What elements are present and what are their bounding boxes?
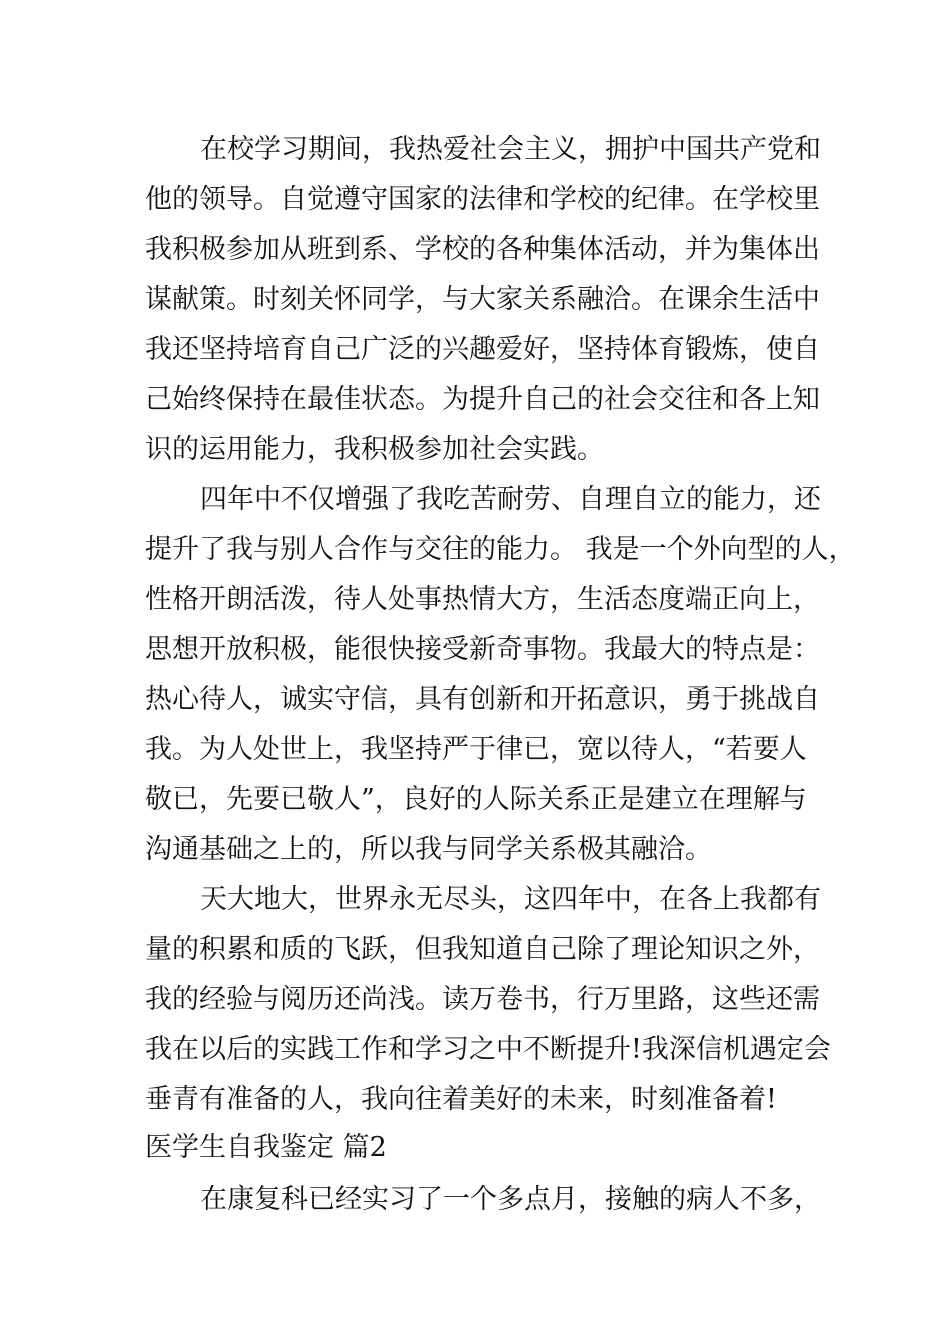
paragraph-1-line-7: 识的运用能力，我积极参加社会实践。 (145, 434, 604, 465)
paragraph-2-line-7: 敬已，先要已敬人”，良好的人际关系正是建立在理解与 (145, 784, 807, 815)
paragraph-2-line-8: 沟通基础之上的，所以我与同学关系极其融洽。 (145, 834, 712, 865)
paragraph-1-line-6: 己始终保持在最佳状态。为提升自己的社会交往和各上知 (145, 384, 820, 415)
paragraph-2-line-1: 四年中不仅增强了我吃苦耐劳、自理自立的能力，还 (200, 484, 821, 515)
paragraph-2-line-2: 提升了我与别人合作与交往的能力。 我是一个外向型的人， (145, 534, 856, 565)
paragraph-4-line-1: 在康复科已经实习了一个多点月，接触的病人不多， (200, 1184, 821, 1215)
paragraph-3-line-4: 我在以后的实践工作和学习之中不断提升!我深信机遇定会 (145, 1034, 831, 1065)
section-heading: 医学生自我鉴定 篇2 (145, 1132, 387, 1163)
paragraph-1-line-3: 我积极参加从班到系、学校的各种集体活动，并为集体出 (145, 234, 820, 265)
paragraph-1-line-4: 谋献策。时刻关怀同学，与大家关系融洽。在课余生活中 (145, 284, 820, 315)
paragraph-3-line-5: 垂青有准备的人，我向往着美好的未来，时刻准备着! (145, 1084, 777, 1115)
paragraph-3-line-2: 量的积累和质的飞跃，但我知道自己除了理论知识之外， (145, 934, 820, 965)
paragraph-3-line-3: 我的经验与阅历还尚浅。读万卷书，行万里路，这些还需 (145, 984, 820, 1015)
paragraph-2-line-3: 性格开朗活泼，待人处事热情大方，生活态度端正向上， (145, 584, 820, 615)
paragraph-1-line-1: 在校学习期间，我热爱社会主义，拥护中国共产党和 (200, 134, 821, 165)
paragraph-2-line-6: 我。为人处世上，我坚持严于律已，宽以待人，“若要人 (145, 734, 807, 765)
paragraph-1-line-5: 我还坚持培育自己广泛的兴趣爱好，坚持体育锻炼，使自 (145, 334, 820, 365)
paragraph-2-line-4: 思想开放积极，能很快接受新奇事物。我最大的特点是： (145, 634, 820, 665)
paragraph-1-line-2: 他的领导。自觉遵守国家的法律和学校的纪律。在学校里 (145, 184, 820, 215)
paragraph-2-line-5: 热心待人，诚实守信，具有创新和开拓意识，勇于挑战自 (145, 684, 820, 715)
paragraph-3-line-1: 天大地大，世界永无尽头，这四年中，在各上我都有 (200, 884, 821, 915)
